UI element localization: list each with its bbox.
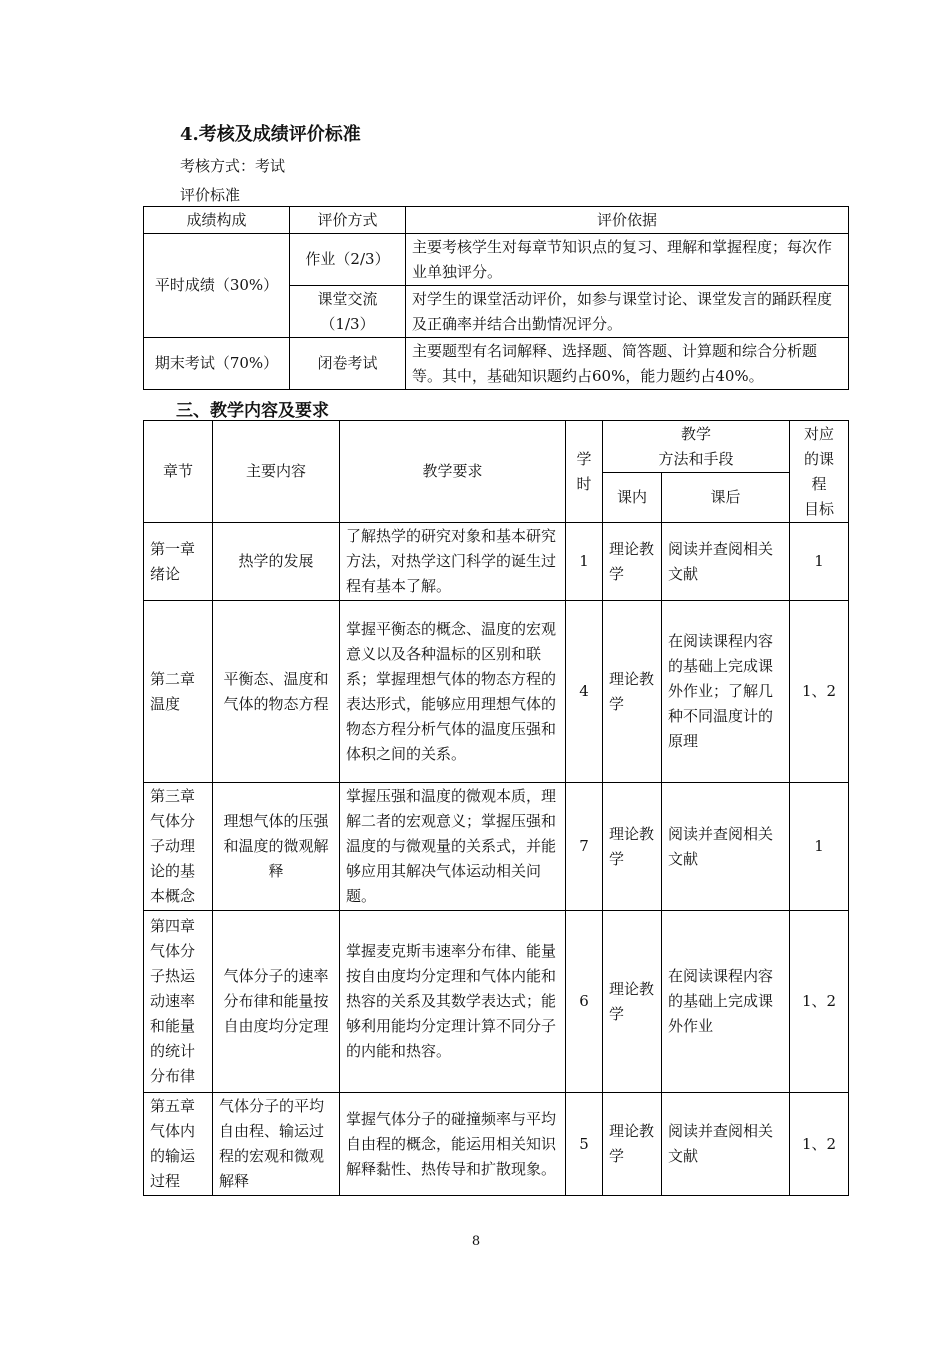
in-class-cell: 理论教学 — [603, 783, 662, 911]
component-cell: 平时成绩（30%） — [144, 234, 290, 338]
assessment-heading: 4.考核及成绩评价标准 — [180, 124, 361, 145]
header-methods-line: 方法和手段 — [658, 449, 734, 468]
basis-cell: 主要考核学生对每章节知识点的复习、理解和掌握程度；每次作业单独评分。 — [406, 234, 849, 286]
table-row — [144, 601, 849, 783]
header-in-class: 课内 — [603, 473, 662, 523]
content-heading: 三、教学内容及要求 — [176, 401, 329, 421]
header-goal-line: 目标 — [804, 499, 835, 518]
header-hours — [566, 421, 603, 523]
header-basis: 评价依据 — [406, 207, 849, 234]
main-cell: 热学的发展 — [213, 523, 340, 601]
hours-cell: 4 — [566, 601, 603, 783]
page-number: 8 — [471, 1234, 481, 1249]
header-method: 评价方式 — [290, 207, 406, 234]
req-cell: 掌握气体分子的碰撞频率与平均自由程的概念，能运用相关知识解释黏性、热传导和扩散现象。 — [340, 1093, 566, 1196]
hours-cell: 7 — [566, 783, 603, 911]
header-req: 教学要求 — [340, 421, 566, 523]
after-class-cell: 阅读并查阅相关文献 — [662, 523, 790, 601]
goal-cell: 1 — [790, 523, 849, 601]
in-class-cell: 理论教学 — [603, 1093, 662, 1196]
chapter-cell: 第二章温度 — [144, 601, 213, 783]
basis-cell: 主要题型有名词解释、选择题、简答题、计算题和综合分析题等。其中，基础知识题约占60%，能力题约占40%。 — [406, 338, 849, 390]
header-goal-line: 的课 — [804, 449, 835, 468]
header-main: 主要内容 — [213, 421, 340, 523]
main-cell: 气体分子的平均自由程、输运过程的宏观和微观解释 — [213, 1093, 340, 1196]
chapter-cell: 第四章气体分子热运动速率和能量的统计分布律 — [144, 911, 213, 1093]
main-cell: 气体分子的速率分布律和能量按自由度均分定理 — [213, 911, 340, 1093]
chapter-cell: 第三章气体分子动理论的基本概念 — [144, 783, 213, 911]
after-class-cell: 在阅读课程内容的基础上完成课外作业；了解几种不同温度计的原理 — [662, 601, 790, 783]
goal-cell: 1、2 — [790, 1093, 849, 1196]
table-header-row — [144, 207, 849, 234]
in-class-cell: 理论教学 — [603, 601, 662, 783]
method-cell — [290, 286, 406, 338]
hours-cell: 1 — [566, 523, 603, 601]
after-class-cell: 阅读并查阅相关文献 — [662, 783, 790, 911]
header-hours-line: 学 — [576, 449, 592, 468]
hours-cell: 6 — [566, 911, 603, 1093]
after-class-cell: 在阅读课程内容的基础上完成课外作业 — [662, 911, 790, 1093]
goal-cell: 1、2 — [790, 911, 849, 1093]
header-methods — [603, 421, 790, 473]
req-cell: 掌握麦克斯韦速率分布律、能量按自由度均分定理和气体内能和热容的关系及其数学表达式；能够利用能均分定理计算不同分子的内能和热容。 — [340, 911, 566, 1093]
method-line: （1/3） — [320, 314, 375, 333]
content-table — [143, 420, 849, 1196]
chapter-cell: 第一章绪论 — [144, 523, 213, 601]
header-chapter: 章节 — [144, 421, 213, 523]
criteria-label: 评价标准 — [180, 186, 241, 204]
table-row — [144, 911, 849, 1093]
req-cell: 了解热学的研究对象和基本研究方法，对热学这门科学的诞生过程有基本了解。 — [340, 523, 566, 601]
assessment-table — [143, 206, 849, 390]
method-cell: 作业（2/3） — [290, 234, 406, 286]
goal-cell: 1、2 — [790, 601, 849, 783]
main-cell: 平衡态、温度和气体的物态方程 — [213, 601, 340, 783]
header-goal-line: 程 — [811, 474, 827, 493]
req-cell: 掌握压强和温度的微观本质，理解二者的宏观意义；掌握压强和温度的与微观量的关系式，并能够应用其解决气体运动相关问题。 — [340, 783, 566, 911]
header-methods-line: 教学 — [681, 424, 712, 443]
basis-cell: 对学生的课堂活动评价，如参与课堂讨论、课堂发言的踊跃程度及正确率并结合出勤情况评分。 — [406, 286, 849, 338]
table-row — [144, 523, 849, 601]
table-row — [144, 783, 849, 911]
req-cell: 掌握平衡态的概念、温度的宏观意义以及各种温标的区别和联系；掌握理想气体的物态方程的表达形式，能够应用理想气体的物态方程分析气体的温度压强和体积之间的关系。 — [340, 601, 566, 783]
header-after-class: 课后 — [662, 473, 790, 523]
goal-cell: 1 — [790, 783, 849, 911]
method-cell: 闭卷考试 — [290, 338, 406, 390]
header-goal-line: 对应 — [804, 424, 835, 443]
assessment-method: 考核方式：考试 — [180, 157, 286, 175]
after-class-cell: 阅读并查阅相关文献 — [662, 1093, 790, 1196]
table-row — [144, 1093, 849, 1196]
method-line: 课堂交流 — [317, 289, 378, 308]
table-row — [144, 234, 849, 286]
in-class-cell: 理论教学 — [603, 911, 662, 1093]
header-hours-line: 时 — [576, 474, 592, 493]
table-row — [144, 338, 849, 390]
hours-cell: 5 — [566, 1093, 603, 1196]
table-header-row — [144, 421, 849, 473]
header-goal — [790, 421, 849, 523]
header-component: 成绩构成 — [144, 207, 290, 234]
component-cell: 期末考试（70%） — [144, 338, 290, 390]
main-cell: 理想气体的压强和温度的微观解释 — [213, 783, 340, 911]
chapter-cell: 第五章气体内的输运过程 — [144, 1093, 213, 1196]
in-class-cell: 理论教学 — [603, 523, 662, 601]
